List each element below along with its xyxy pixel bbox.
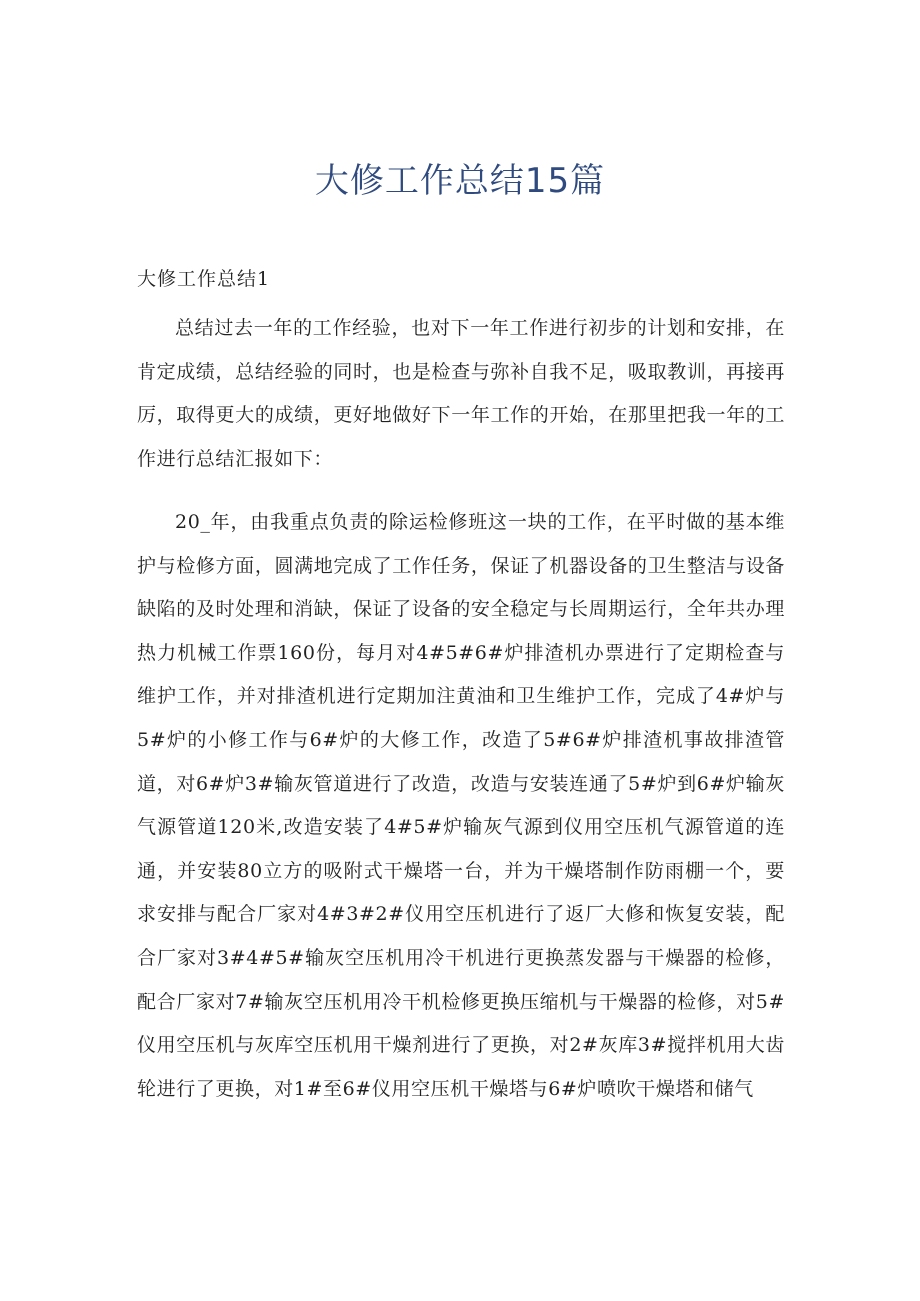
section-heading: 大修工作总结1: [137, 268, 271, 290]
body-paragraph-intro: 总结过去一年的工作经验，也对下一年工作进行初步的计划和安排，在肯定成绩，总结经验的同时，也是检查与弥补自我不足，吸取教训，再接再厉，取得更大的成绩，更好地做好下一年工作的开始，在那里把我一年的工作进行总结汇报如下：: [137, 317, 785, 470]
body-paragraph-work-summary: 20_年，由我重点负责的除运检修班这一块的工作，在平时做的基本维护与检修方面，圆满地完成了工作任务，保证了机器设备的卫生整洁与设备缺陷的及时处理和消缺，保证了设备的安全稳定与长周期运行，全年共办理热力机械工作票160份，每月对4#5#6#炉排渣机办票进行了定期检查与维护工作，并对排渣机进行定期加注黄油和卫生维护工作，完成了4#炉与5#炉的小修工作与6#炉的大修工作，改造了5#6#炉排渣机事故排渣管道，对6#炉3#输灰管道进行了改造，改造与安装连通了5#炉到6#炉输灰气源管道120米,改造安装了4#5#炉输灰气源到仪用空压机气源管道的连通，并安装80立方的吸附式干燥塔一台，并为干燥塔制作防雨棚一个，要求安排与配合厂家对4#3#2#仪用空压机进行了返厂大修和恢复安装，配合厂家对3#4#5#输灰空压机用冷干机进行更换蒸发器与干燥器的检修，配合厂家对7#输灰空压机用冷干机检修更换压缩机与干燥器的检修，对5#仪用空压机与灰库空压机用干燥剂进行了更换，对2#灰库3#搅拌机用大齿轮进行了更换，对1#至6#仪用空压机干燥塔与6#炉喷吹干燥塔和储气: [137, 511, 785, 1100]
document-title: 大修工作总结15篇: [314, 161, 606, 201]
